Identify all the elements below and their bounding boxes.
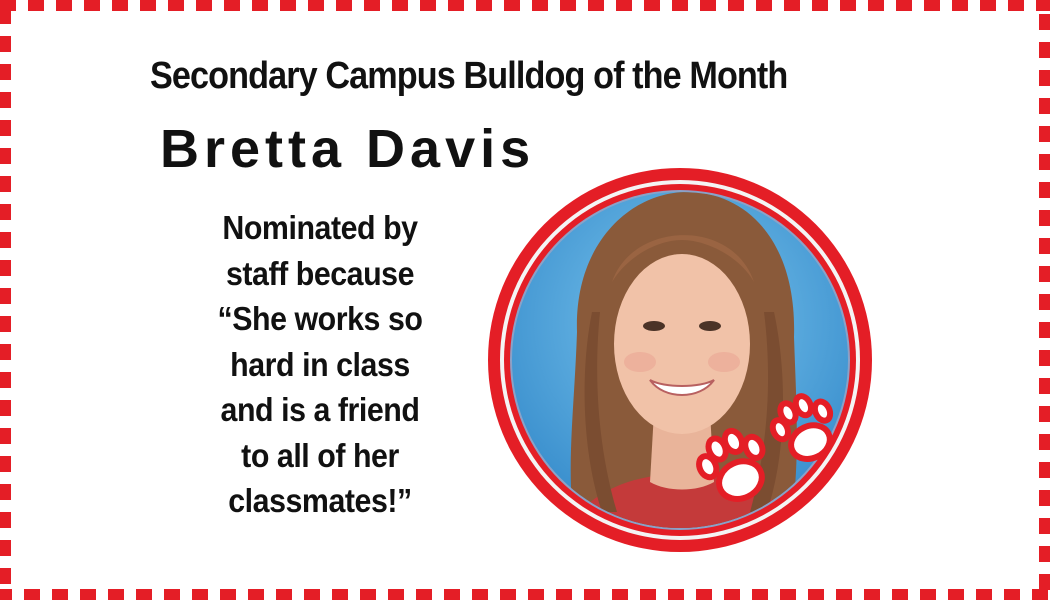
student-name: Bretta Davis (160, 119, 536, 179)
nomination-line: “She works so (217, 300, 423, 337)
nomination-line: and is a friend (220, 391, 420, 428)
nomination-line: classmates!” (228, 482, 412, 519)
student-portrait (482, 162, 882, 562)
nomination-line: hard in class (230, 345, 410, 383)
nomination-line: to all of her (241, 436, 399, 474)
nomination-line: Nominated by (222, 209, 418, 246)
page-title: Secondary Campus Bulldog of the Month (150, 55, 788, 97)
nomination-line: staff because (225, 254, 415, 292)
nomination-quote (200, 205, 439, 524)
